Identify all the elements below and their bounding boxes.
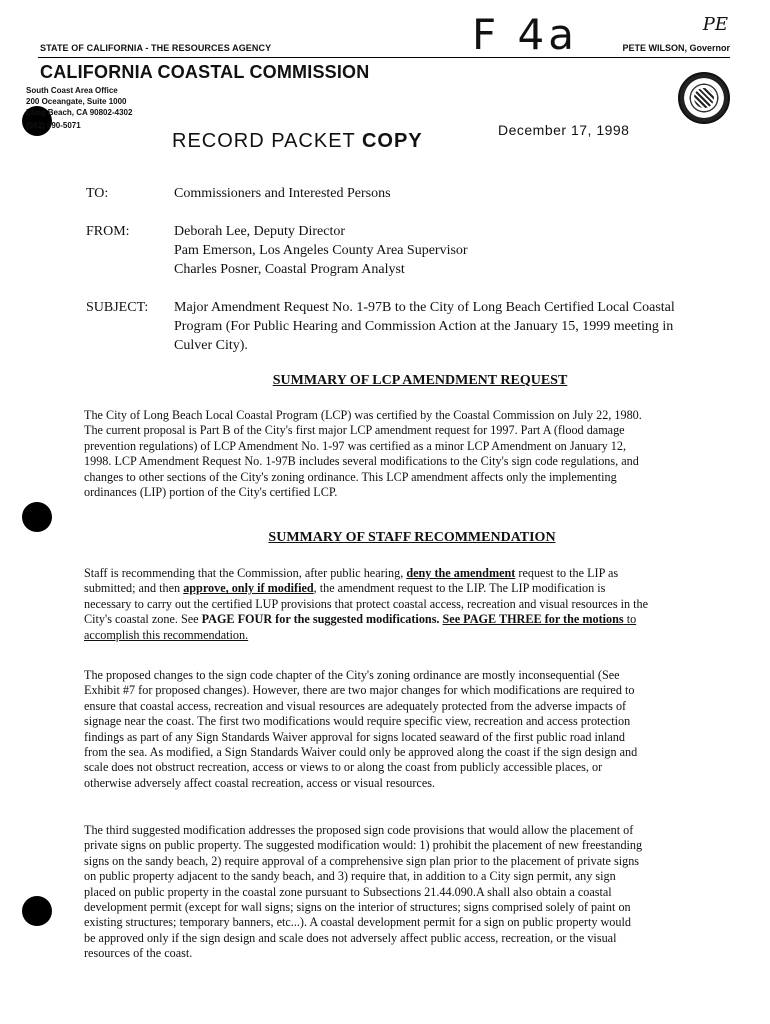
memo-date: December 17, 1998 [498,122,630,138]
page-four-reference: PAGE FOUR for the suggested modifications. [201,612,440,627]
staff-line [84,581,734,596]
governor-name: PETE WILSON, Governor [622,43,730,53]
staff-text: request to the LIP as [515,566,619,580]
summary-paragraph [84,408,734,500]
proposed-line: from the sea. As modified, a Sign Standards Waiver could only be approved along the coast if the sign design and [84,745,638,760]
from-line-3: Charles Posner, Coastal Program Analyst [174,262,405,277]
staff-text: City's coastal zone. See [84,612,202,627]
binder-hole-middle [22,502,52,532]
third-line: on public property adjacent to the sandy beach, and 3) require that, in addition to a City sign permit, any sign [84,869,616,884]
subject-line-3: Culver City). [174,338,248,353]
third-line: development permit (except for wall signs; signs on the interior of structures; signs comprised solely of paint on [84,900,631,915]
state-seal-icon [678,72,730,124]
staff-line: accomplish this recommendation. [84,627,249,642]
staff-text: to [623,612,637,627]
staff-text: submitted; and then [84,581,184,596]
third-line: placed on public property in the coastal zone pursuant to Subsections 21.44.090.A shall also obtain a coastal [84,884,612,899]
deny-amendment-text: deny the amendment [406,566,516,580]
third-line: existing structures; temporary banners, etc...). A coastal development permit for a sign on public property would [84,915,631,930]
summary-line: ordinances (LIP) portion of the City's certified LCP. [84,485,338,500]
subject-label: SUBJECT: [86,300,149,315]
handwritten-agenda-code: F 4a [472,10,578,59]
handwritten-initials: PE [702,14,728,35]
office-line-4: (562) 590-5071 [26,121,81,130]
from-line-1: Deborah Lee, Deputy Director [174,224,346,239]
record-stamp-text: RECORD PACKET [172,130,362,152]
summary-line: changes to other sections of the City's zoning ordinance. This LCP amendment affects only the implementing [84,469,617,484]
office-line-1: South Coast Area Office [26,86,118,95]
staff-text: , the amendment request to the LIP. The LIP modification is [313,581,606,596]
proposed-line: scale does not obstruct recreation, access or views to or along the coast from publicly accessible places, or [84,760,603,775]
from-line-2: Pam Emerson, Los Angeles County Area Supervisor [174,243,468,258]
approve-if-modified-text: approve, only if modified [183,581,314,596]
staff-text: Staff is recommending that the Commission, after public hearing, [84,566,407,580]
summary-line: The City of Long Beach Local Coastal Program (LCP) was certified by the Coastal Commission on July 22, 1980. [84,408,642,422]
from-label: FROM: [86,224,130,239]
staff-line [84,566,734,581]
office-line-2: 200 Oceangate, Suite 1000 [26,97,127,106]
commission-title: CALIFORNIA COASTAL COMMISSION [40,62,370,82]
proposed-line: otherwise adversely affect coastal recreation, access or visual resources. [84,775,436,790]
third-line: signs on the sandy beach, 2) require approval of a comprehensive sign plan prior to the placement of private signs [84,853,640,868]
summary-line: The current proposal is Part B of the City's first major LCP amendment request for 1997. Part A (flood damage [84,423,625,438]
subject-line-1: Major Amendment Request No. 1-97B to the City of Long Beach Certified Local Coastal [174,300,675,315]
summary-line: 1998. LCP Amendment Request No. 1-97B includes several modifications to the City's sign code regulations, and [84,454,639,469]
subject-line-2: Program (For Public Hearing and Commission Action at the January 15, 1999 meeting in [174,319,674,334]
staff-line [84,612,734,627]
proposed-line: signage near the coast. The first two modifications would require specific view, recreation and access protection [84,714,631,729]
page-three-reference: See PAGE THREE for the motions [442,612,624,627]
third-line: The third suggested modification addresses the proposed sign code provisions that would allow the placement of [84,823,634,837]
staff-line: necessary to carry out the certified LUP provisions that protect coastal access, recreation and visual resources in the [84,596,649,611]
proposed-line: findings as part of any Sign Standards Waiver approval for signs located seaward of the first public road inland [84,729,625,744]
staff-paragraph [84,566,734,643]
to-value: Commissioners and Interested Persons [174,186,391,201]
staff-heading: SUMMARY OF STAFF RECOMMENDATION [268,530,556,545]
header-rule [38,57,730,58]
third-modification-paragraph [84,823,734,962]
proposed-line: ensure that coastal access, recreation and visual resources are adequately protected from the adverse impacts of [84,698,627,713]
third-line: resources of the coast. [84,946,193,961]
summary-heading: SUMMARY OF LCP AMENDMENT REQUEST [272,373,568,388]
binder-hole-bottom [22,896,52,926]
proposed-changes-paragraph [84,668,734,791]
office-line-3: Long Beach, CA 90802-4302 [26,108,133,117]
third-line: private signs on public property. The suggested modification would: 1) prohibit the placement of new freestanding [84,838,643,853]
agency-name: STATE OF CALIFORNIA - THE RESOURCES AGENCY [40,43,272,53]
proposed-line: Exhibit #7 for proposed changes). However, there are two major changes for which modifications are required to [84,683,635,698]
summary-line: prevention regulations) of LCP Amendment No. 1-97 was certified as a minor LCP Amendment on January 12, [84,438,627,453]
third-line: be approved only if the sign design and scale does not adversely affect public access, recreation, or the visual [84,930,617,945]
record-stamp-copy: COPY [361,130,423,152]
to-label: TO: [86,186,109,201]
proposed-line: The proposed changes to the sign code chapter of the City's zoning ordinance are mostly inconsequential (See [84,668,620,682]
record-packet-stamp [172,130,423,153]
